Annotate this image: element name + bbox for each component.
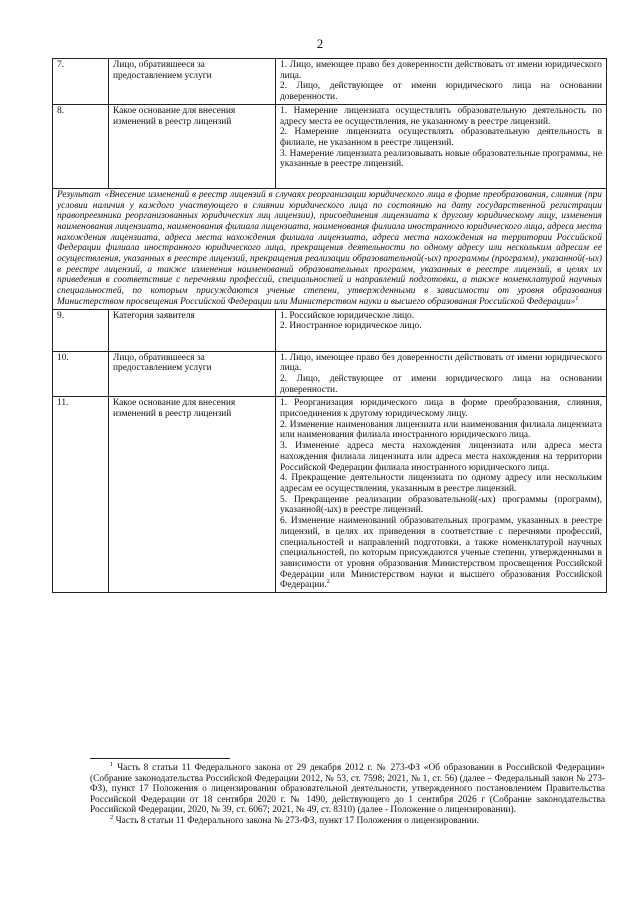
row-number: 11. [53, 397, 109, 593]
option-text: 5. Прекращение реализации образовательной(-ых) программы (программ), указанной(-ых) в реестре лицензий. [280, 494, 602, 516]
option-text: 1. Лицо, имеющее право без доверенности действовать от имени юридического лица. [280, 60, 602, 81]
row-options [276, 397, 607, 593]
footnote-ref: 2 [326, 578, 330, 586]
option-text: 2. Иностранное юридическое лицо. [280, 321, 422, 332]
row-label: Какое основание для внесения изменений в реестр лицензий [109, 104, 276, 188]
table-row [53, 351, 607, 397]
row-number: 8. [53, 104, 109, 188]
footnote-text: Часть 8 статьи 11 Федерального закона от 29 декабря 2012 г. № 273-ФЗ «Об образовании в Российской Федерации» (Собрание законодательства Российской Федерации 2012, № 53, ст. 7598; 2021, № 1, ст. 56) (далее – Федеральный закон № 273-ФЗ), пункт 17 Положения о лицензировании образовательной деятельности, утвержденного постановлением Правительства Российской Федерации от 18 сентября 2020 г. № 1490, действующего до 1 сентября 2026 г (Собрание законодательства Российской Федерации, 2020, № 39, ст. 6067; 2021, № 49, ст. 8310) (далее - Положение о лицензировании). [90, 763, 605, 816]
table-row [53, 397, 607, 593]
option-text [280, 516, 602, 591]
footnote-mark: 1 [110, 760, 114, 768]
footnote-divider [90, 758, 230, 759]
row-label: Лицо, обратившееся за предоставлением услуги [109, 59, 276, 105]
option-text: 4. Прекращение деятельности лицензиата по одному адресу или нескольким адресам ее осуществления, указанным в реестре лицензий. [280, 473, 602, 494]
footnote [90, 760, 605, 816]
row-options [276, 59, 607, 105]
option-text: 1. Российское юридическое лицо. [280, 310, 415, 321]
footnotes [90, 758, 605, 827]
row-label: Какое основание для внесения изменений в реестр лицензий [109, 397, 276, 593]
row-label: Лицо, обратившееся за предоставлением услуги [109, 351, 276, 397]
option-text: 2. Лицо, действующее от имени юридического лица на основании доверенности. [280, 81, 602, 103]
result-label: Результат [57, 189, 101, 200]
result-cell [53, 188, 607, 309]
option-text: 2. Изменение наименования лицензиата или наименования филиала лицензиата или наименования филиала иностранного юридического лица. [280, 419, 602, 441]
option-text: 3. Изменение адреса места нахождения лицензиата или адреса места нахождения филиала лицензиата или адреса места нахождения на территории Российской Федерации филиала иностранного юридического лица. [280, 441, 602, 473]
row-label: Категория заявителя [109, 309, 276, 351]
footnote-mark: 2 [110, 813, 114, 821]
table-row [53, 59, 607, 105]
option-text-body: 6. Изменение наименований образовательных программ, указанных в реестре лицензий, в целях их приведения в соответствие с перечнями профессий, специальностей и направлений подготовки, а также номенклатурой научных специальностей, по которым присуждаются ученые степени, утвержденными в зависимости от уровня образования Министерством просвещения Российской Федерации или Министерством науки и высшего образования Российской Федерации. [280, 516, 602, 591]
option-text: 2. Лицо, действующее от имени юридического лица на основании доверенности. [280, 373, 602, 395]
row-number: 9. [53, 309, 109, 351]
footnote [90, 813, 605, 827]
result-text: «Внесение изменений в реестр лицензий в случаях реорганизации юридического лица в форме преобразования, слияния (при условии наличия у каждого участвующего в слиянии юридического лица по состоянию на дату государственной регистрации правопреемника реорганизованных юридических лиц лицензии), присоединения лицензиата к другому юридическому лицу, изменения наименования лицензиата, наименования филиала лицензиата, наименования филиала иностранного юридического лица, адреса места нахождения лицензиата, адреса места нахождения филиала лицензиата, адреса места нахождения на территории Российской Федерации филиала иностранного юридического лица, прекращения деятельности по одному адресу или нескольким адресам ее осуществления, указанных в реестре лицензий, прекращения реализации образовательной(-ых) программы (программ), указанной(-ых) в реестре лицензий, а также изменения наименований образовательных программ, указанных в реестре лицензий, в целях их приведения в соответствие с перечнями профессий, специальностей и направлений подготовки, а также номенклатурой научных специальностей, по которым присуждаются ученые степени, утвержденными в зависимости от уровня образования Министерством просвещения Российской Федерации или Министерством науки и высшего образования Российской Федерации» [57, 189, 602, 307]
table-row [53, 309, 607, 351]
footnote-text: Часть 8 статьи 11 Федерального закона № 273-ФЗ, пункт 17 Положения о лицензировании. [115, 815, 480, 826]
services-table [52, 58, 607, 593]
page-number: 2 [316, 36, 324, 51]
result-row [53, 188, 607, 309]
option-text: 1. Намерение лицензиата осуществлять образовательную деятельность по адресу места ее осуществления, не указанному в реестре лицензий. [280, 105, 602, 127]
table-row [53, 104, 607, 188]
row-number: 10. [53, 351, 109, 397]
row-options [276, 309, 607, 351]
option-text: 2. Намерение лицензиата осуществлять образовательную деятельность в филиале, не указанном в реестре лицензий. [280, 127, 602, 148]
option-text: 1. Реорганизация юридического лица в форме преобразования, слияния, присоединения к другому юридическому лицу. [280, 398, 602, 420]
option-text: 3. Намерение лицензиата реализовывать новые образовательные программы, не указанные в реестре лицензий. [280, 148, 602, 170]
row-options [276, 104, 607, 188]
option-text: 1. Лицо, имеющее право без доверенности действовать от имени юридического лица. [280, 352, 602, 374]
footnote-ref: 1 [575, 294, 579, 302]
row-number: 7. [53, 59, 109, 105]
row-options [276, 351, 607, 397]
